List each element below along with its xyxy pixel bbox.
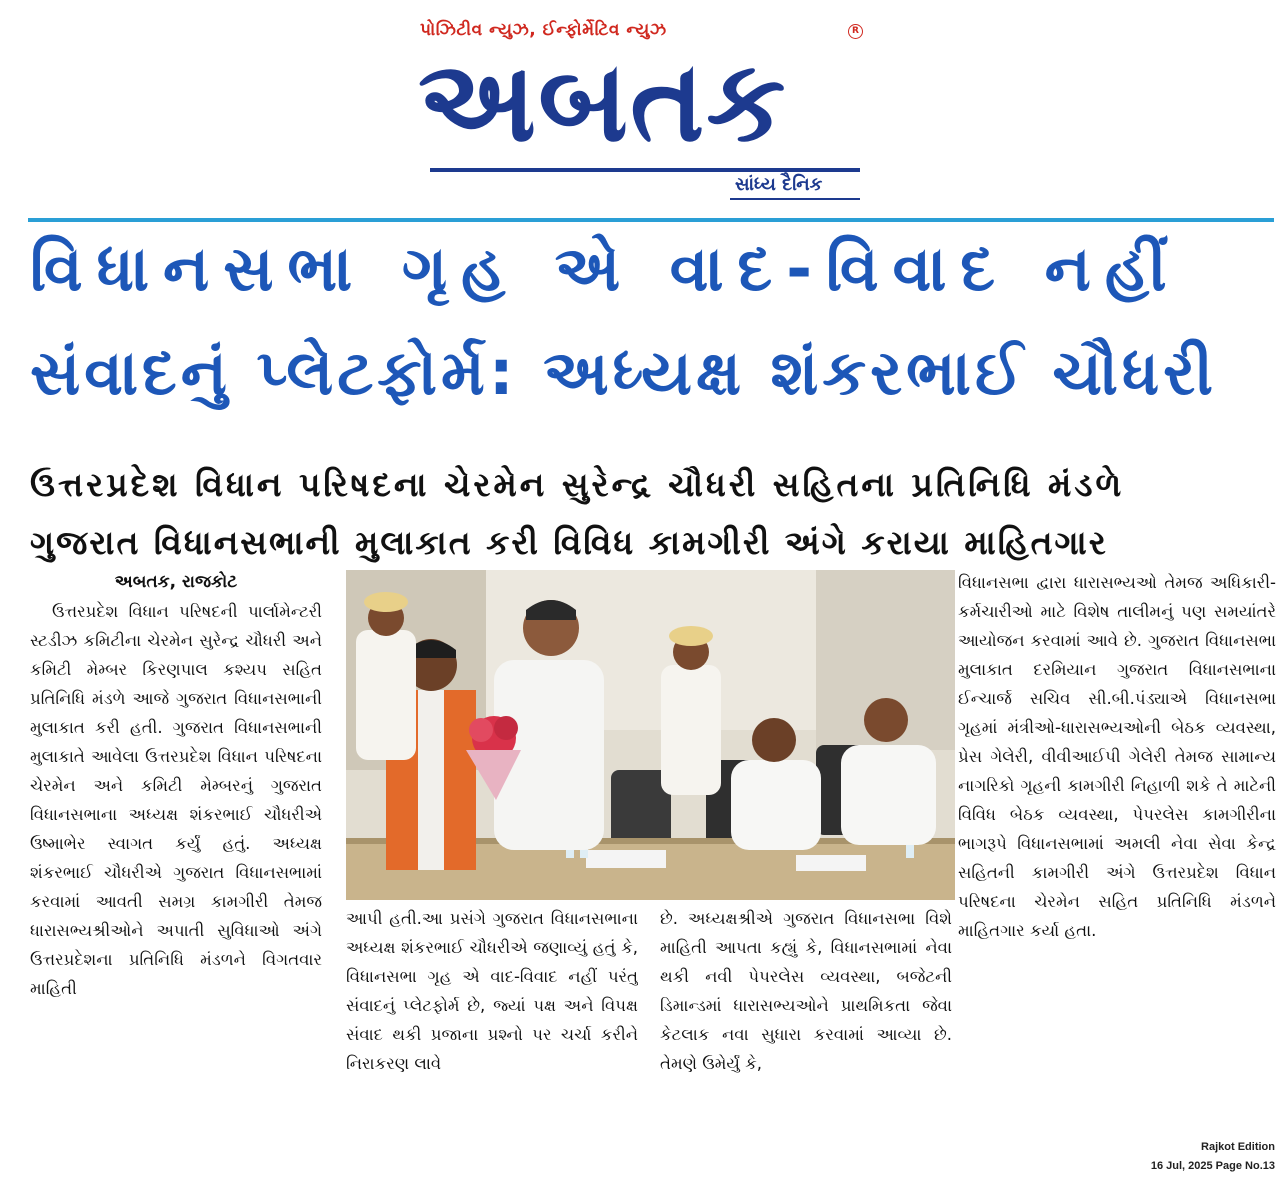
headline-line-1: વિધાનસભા ગૃહ એ વાદ-વિવાદ નહીં — [30, 232, 1181, 305]
subtitle-underline — [730, 198, 860, 200]
logo-underline — [430, 168, 860, 172]
registered-mark: R — [848, 24, 863, 39]
article-text-col2: આપી હતી.આ પ્રસંગે ગુજરાત વિધાનસભાના અધ્યક્ષ શંકરભાઈ ચૌધરીએ જણાવ્યું હતું કે, વિધાનસભા ગૃહ એ વાદ-વિવાદ નહીં પરંતુ સંવાદનું પ્લેટફોર્મ છે, જ્યાં પક્ષ અને વિપક્ષ સંવાદ થકી પ્રજાના પ્રશ્નો પર ચર્ચા કરીને નિરાકરણ લાવે — [346, 909, 638, 1073]
article-column-4 — [958, 568, 1276, 1123]
article-text-col4: વિધાનસભા દ્વારા ધારાસભ્યઓ તેમજ અધિકારી-કર્મચારીઓ માટે વિશેષ તાલીમનું પણ સમયાંતરે આયોજન કરવામાં આવે છે. ગુજરાત વિધાનસભા મુલાકાત દરમિયાન ગુજરાત વિધાનસભાના ઈન્ચાર્જ સચિવ સી.બી.પંડ્યાએ વિધાનસભા ગૃહમાં મંત્રીઓ-ધારાસભ્યઓની બેઠક વ્યવસ્થા, પ્રેસ ગેલેરી, વીવીઆઈપી ગેલેરી તેમજ સામાન્ય નાગરિકો ગૃહની કામગીરી નિહાળી શકે તે માટેની વિવિધ બેઠક વ્યવસ્થા, પેપરલેસ કામગીરીના ભાગરૂપે વિધાનસભામાં અમલી નેવા સેવા કેન્દ્ર સહિતની કામગીરી અંગે ઉત્તરપ્રદેશ વિધાન પરિષદના ચેરમેન સહિત પ્રતિનિધિ મંડળને માહિતગાર કર્યા હતા. — [958, 573, 1276, 940]
edition-info — [1151, 1138, 1275, 1176]
masthead — [0, 0, 1285, 215]
article-photo — [346, 570, 955, 900]
subheadline-line-2: ગુજરાત વિધાનસભાની મુલાકાત કરી વિવિધ કામગીરી અંગે કરાયા માહિતગાર — [30, 523, 1108, 562]
masthead-tagline: પોઝિટીવ ન્યુઝ, ઈન્ફોર્મેટિવ ન્યુઝ — [420, 20, 667, 40]
article-column-2 — [346, 904, 638, 1122]
headline-line-2: સંવાદનું પ્લેટફોર્મ: અધ્યક્ષ શંકરભાઈ ચૌધરી — [30, 336, 1217, 409]
masthead-subtitle: સાંધ્ય દૈનિક — [735, 174, 823, 195]
header-divider — [28, 218, 1274, 222]
article-column-1 — [30, 568, 322, 1123]
edition-date-page: 16 Jul, 2025 Page No.13 — [1150, 1160, 1275, 1172]
edition-name: Rajkot Edition — [1201, 1141, 1275, 1153]
newspaper-logo: અબતક — [418, 38, 788, 166]
subheadline-line-1: ઉત્તરપ્રદેશ વિધાન પરિષદના ચેરમેન સુરેન્દ્ર ચૌધરી સહિતના પ્રતિનિધિ મંડળે — [30, 465, 1125, 504]
article-byline: અબતક, રાજકોટ — [114, 572, 238, 592]
article-column-3 — [660, 904, 952, 1122]
article-text-col1: ઉત્તરપ્રદેશ વિધાન પરિષદની પાર્લામેન્ટરી સ્ટડીઝ કમિટીના ચેરમેન સુરેન્દ્ર ચૌધરી અને કમિટી મેમ્બર કિરણપાલ કશ્યપ સહિત પ્રતિનિધિ મંડળે આજે ગુજરાત વિધાનસભાની મુલાકાત કરી હતી. ગુજરાત વિધાનસભાની મુલાકાતે આવેલા ઉત્તરપ્રદેશ વિધાન પરિષદના ચેરમેન અને કમિટી મેમ્બરનું ગુજરાત વિધાનસભાના અધ્યક્ષ શંકરભાઈ ચૌધરીએ ઉષ્માભેર સ્વાગત કર્યું હતું. અધ્યક્ષ શંકરભાઈ ચૌધરીએ ગુજરાત વિધાનસભામાં કરવામાં આવતી સમગ્ર કામગીરી તેમજ ધારાસભ્યશ્રીઓને અપાતી સુવિધાઓ અંગે ઉત્તરપ્રદેશના પ્રતિનિધિ મંડળને વિગતવાર માહિતી — [30, 602, 322, 998]
meeting-photo-illustration — [346, 570, 955, 900]
article-text-col3: છે. અધ્યક્ષશ્રીએ ગુજરાત વિધાનસભા વિશે માહિતી આપતા કહ્યું કે, વિધાનસભામાં નેવા થકી નવી પેપરલેસ વ્યવસ્થા, બજેટની ડિમાન્ડમાં ધારાસભ્યઓને પ્રાથમિકતા જેવા કેટલાક નવા સુધારા કરવામાં આવ્યા છે. તેમણે ઉમેર્યું કે, — [660, 909, 952, 1073]
